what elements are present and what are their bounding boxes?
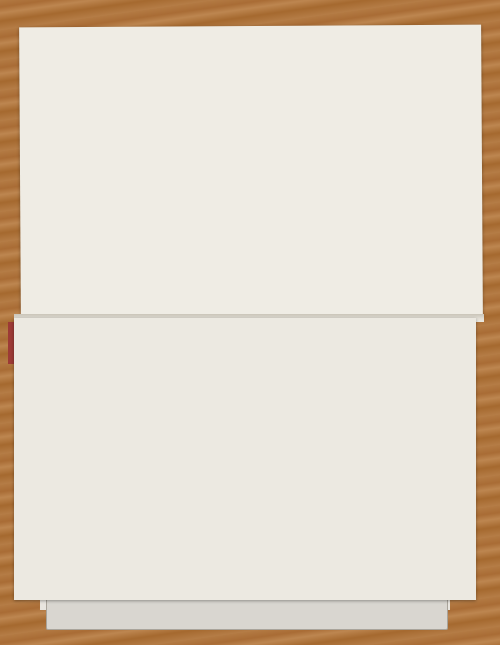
book-page-edges [46, 598, 448, 630]
upper-page [19, 25, 483, 320]
lower-page [14, 318, 476, 600]
